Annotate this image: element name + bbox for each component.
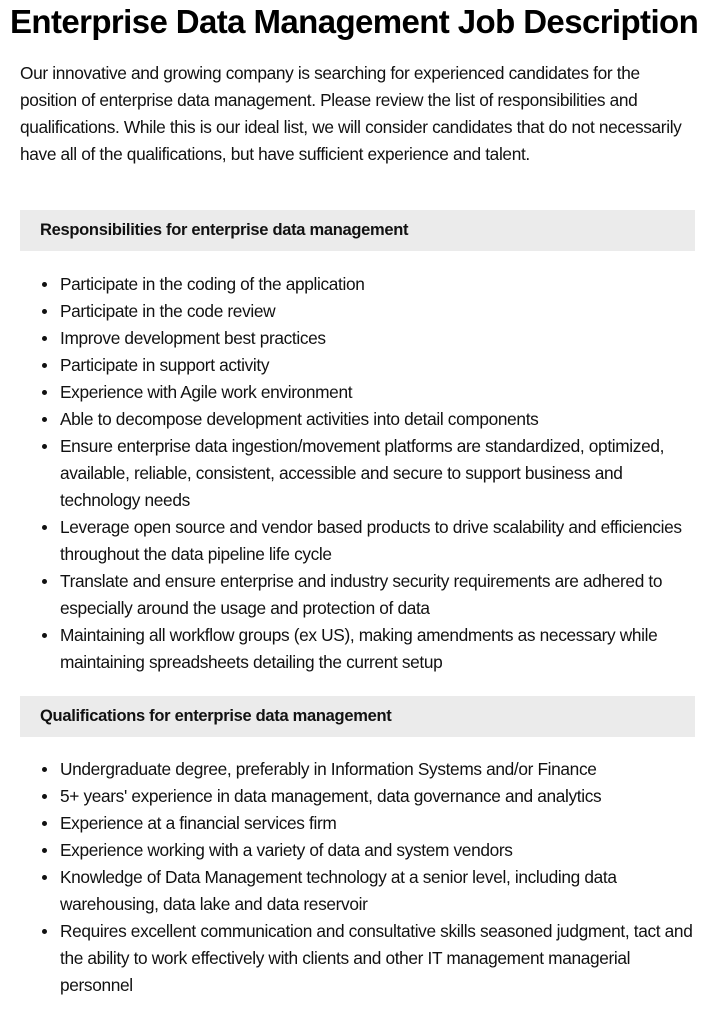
list-item: Undergraduate degree, preferably in Information Systems and/or Finance xyxy=(60,756,695,783)
bullet-icon xyxy=(42,633,47,638)
list-item: Participate in the coding of the application xyxy=(60,271,695,298)
bullet-icon xyxy=(42,929,47,934)
bullet-icon xyxy=(42,309,47,314)
list-item: Knowledge of Data Management technology at a senior level, including data warehousing, data lake and data reservoir xyxy=(60,864,695,918)
bullet-icon xyxy=(42,875,47,880)
list-item: Participate in support activity xyxy=(60,352,695,379)
list-item: Translate and ensure enterprise and industry security requirements are adhered to especially around the usage and protection of data xyxy=(60,568,695,622)
bullet-icon xyxy=(42,579,47,584)
list-item: Experience at a financial services firm xyxy=(60,810,695,837)
responsibilities-list xyxy=(20,271,695,676)
intro-paragraph: Our innovative and growing company is searching for experienced candidates for the position of enterprise data management. Please review the list of responsibilities and qualifications. While this is our ideal list, we will consider candidates that do not necessarily have all of the qualifications, but have sufficient experience and talent. xyxy=(20,63,682,164)
bullet-icon xyxy=(42,282,47,287)
qualifications-header: Qualifications for enterprise data management xyxy=(20,696,695,737)
list-item: Able to decompose development activities into detail components xyxy=(60,406,695,433)
bullet-icon xyxy=(42,821,47,826)
list-item: 5+ years' experience in data management, data governance and analytics xyxy=(60,783,695,810)
list-item: Leverage open source and vendor based products to drive scalability and efficiencies throughout the data pipeline life cycle xyxy=(60,514,695,568)
page-title: Enterprise Data Management Job Description xyxy=(10,3,699,40)
list-item: Ensure enterprise data ingestion/movement platforms are standardized, optimized, available, reliable, consistent, accessible and secure to support business and technology needs xyxy=(60,433,695,514)
list-item: Requires excellent communication and consultative skills seasoned judgment, tact and the ability to work effectively with clients and other IT management managerial personnel xyxy=(60,918,695,999)
list-item: Participate in the code review xyxy=(60,298,695,325)
list-item: Maintaining all workflow groups (ex US), making amendments as necessary while maintaining spreadsheets detailing the current setup xyxy=(60,622,695,676)
bullet-icon xyxy=(42,390,47,395)
bullet-icon xyxy=(42,848,47,853)
bullet-icon xyxy=(42,336,47,341)
bullet-icon xyxy=(42,363,47,368)
qualifications-list xyxy=(20,756,695,999)
bullet-icon xyxy=(42,525,47,530)
list-item: Improve development best practices xyxy=(60,325,695,352)
list-item: Experience working with a variety of data and system vendors xyxy=(60,837,695,864)
bullet-icon xyxy=(42,444,47,449)
bullet-icon xyxy=(42,767,47,772)
bullet-icon xyxy=(42,794,47,799)
list-item: Experience with Agile work environment xyxy=(60,379,695,406)
bullet-icon xyxy=(42,417,47,422)
responsibilities-header: Responsibilities for enterprise data management xyxy=(20,210,695,251)
